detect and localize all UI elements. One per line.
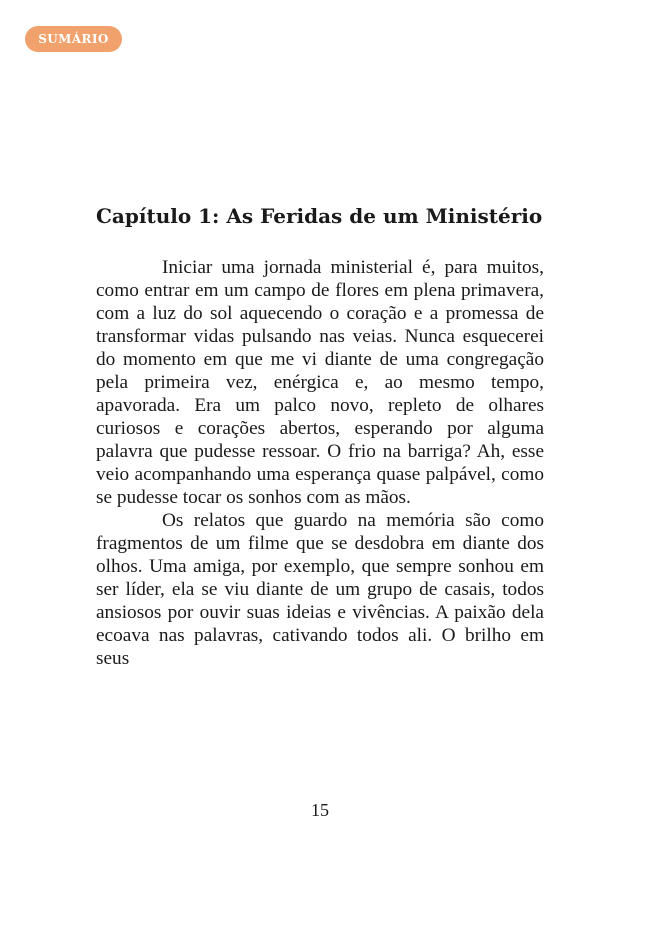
sumario-button[interactable]: SUMÁRIO xyxy=(25,26,122,52)
chapter-title: Capítulo 1: As Feridas de um Ministério xyxy=(96,204,543,228)
page-number: 15 xyxy=(311,800,329,820)
chapter-body xyxy=(96,256,544,670)
body-paragraph: Os relatos que guardo na memória são como fragmentos de um filme que se desdobra em diante dos olhos. Uma amiga, por exemplo, que sempre sonhou em ser líder, ela se viu diante de um grupo de casais, todos ansiosos por ouvir suas ideias e vivências. A paixão dela ecoava nas palavras, cativando todos ali. O brilho em seus xyxy=(96,510,544,669)
body-paragraph: Iniciar uma jornada ministerial é, para muitos, como entrar em um campo de flores em plena primavera, com a luz do sol aquecendo o coração e a promessa de transformar vidas pulsando nas veias. Nunca esquecerei do momento em que me vi diante de uma congregação pela primeira vez, enérgica e, ao mesmo tempo, apavorada. Era um palco novo, repleto de olhares curiosos e corações abertos, esperando por alguma palavra que pudesse ressoar. O frio na barriga? Ah, esse veio acompanhando uma esperança quase palpável, como se pudesse tocar os sonhos com as mãos. xyxy=(96,257,544,508)
